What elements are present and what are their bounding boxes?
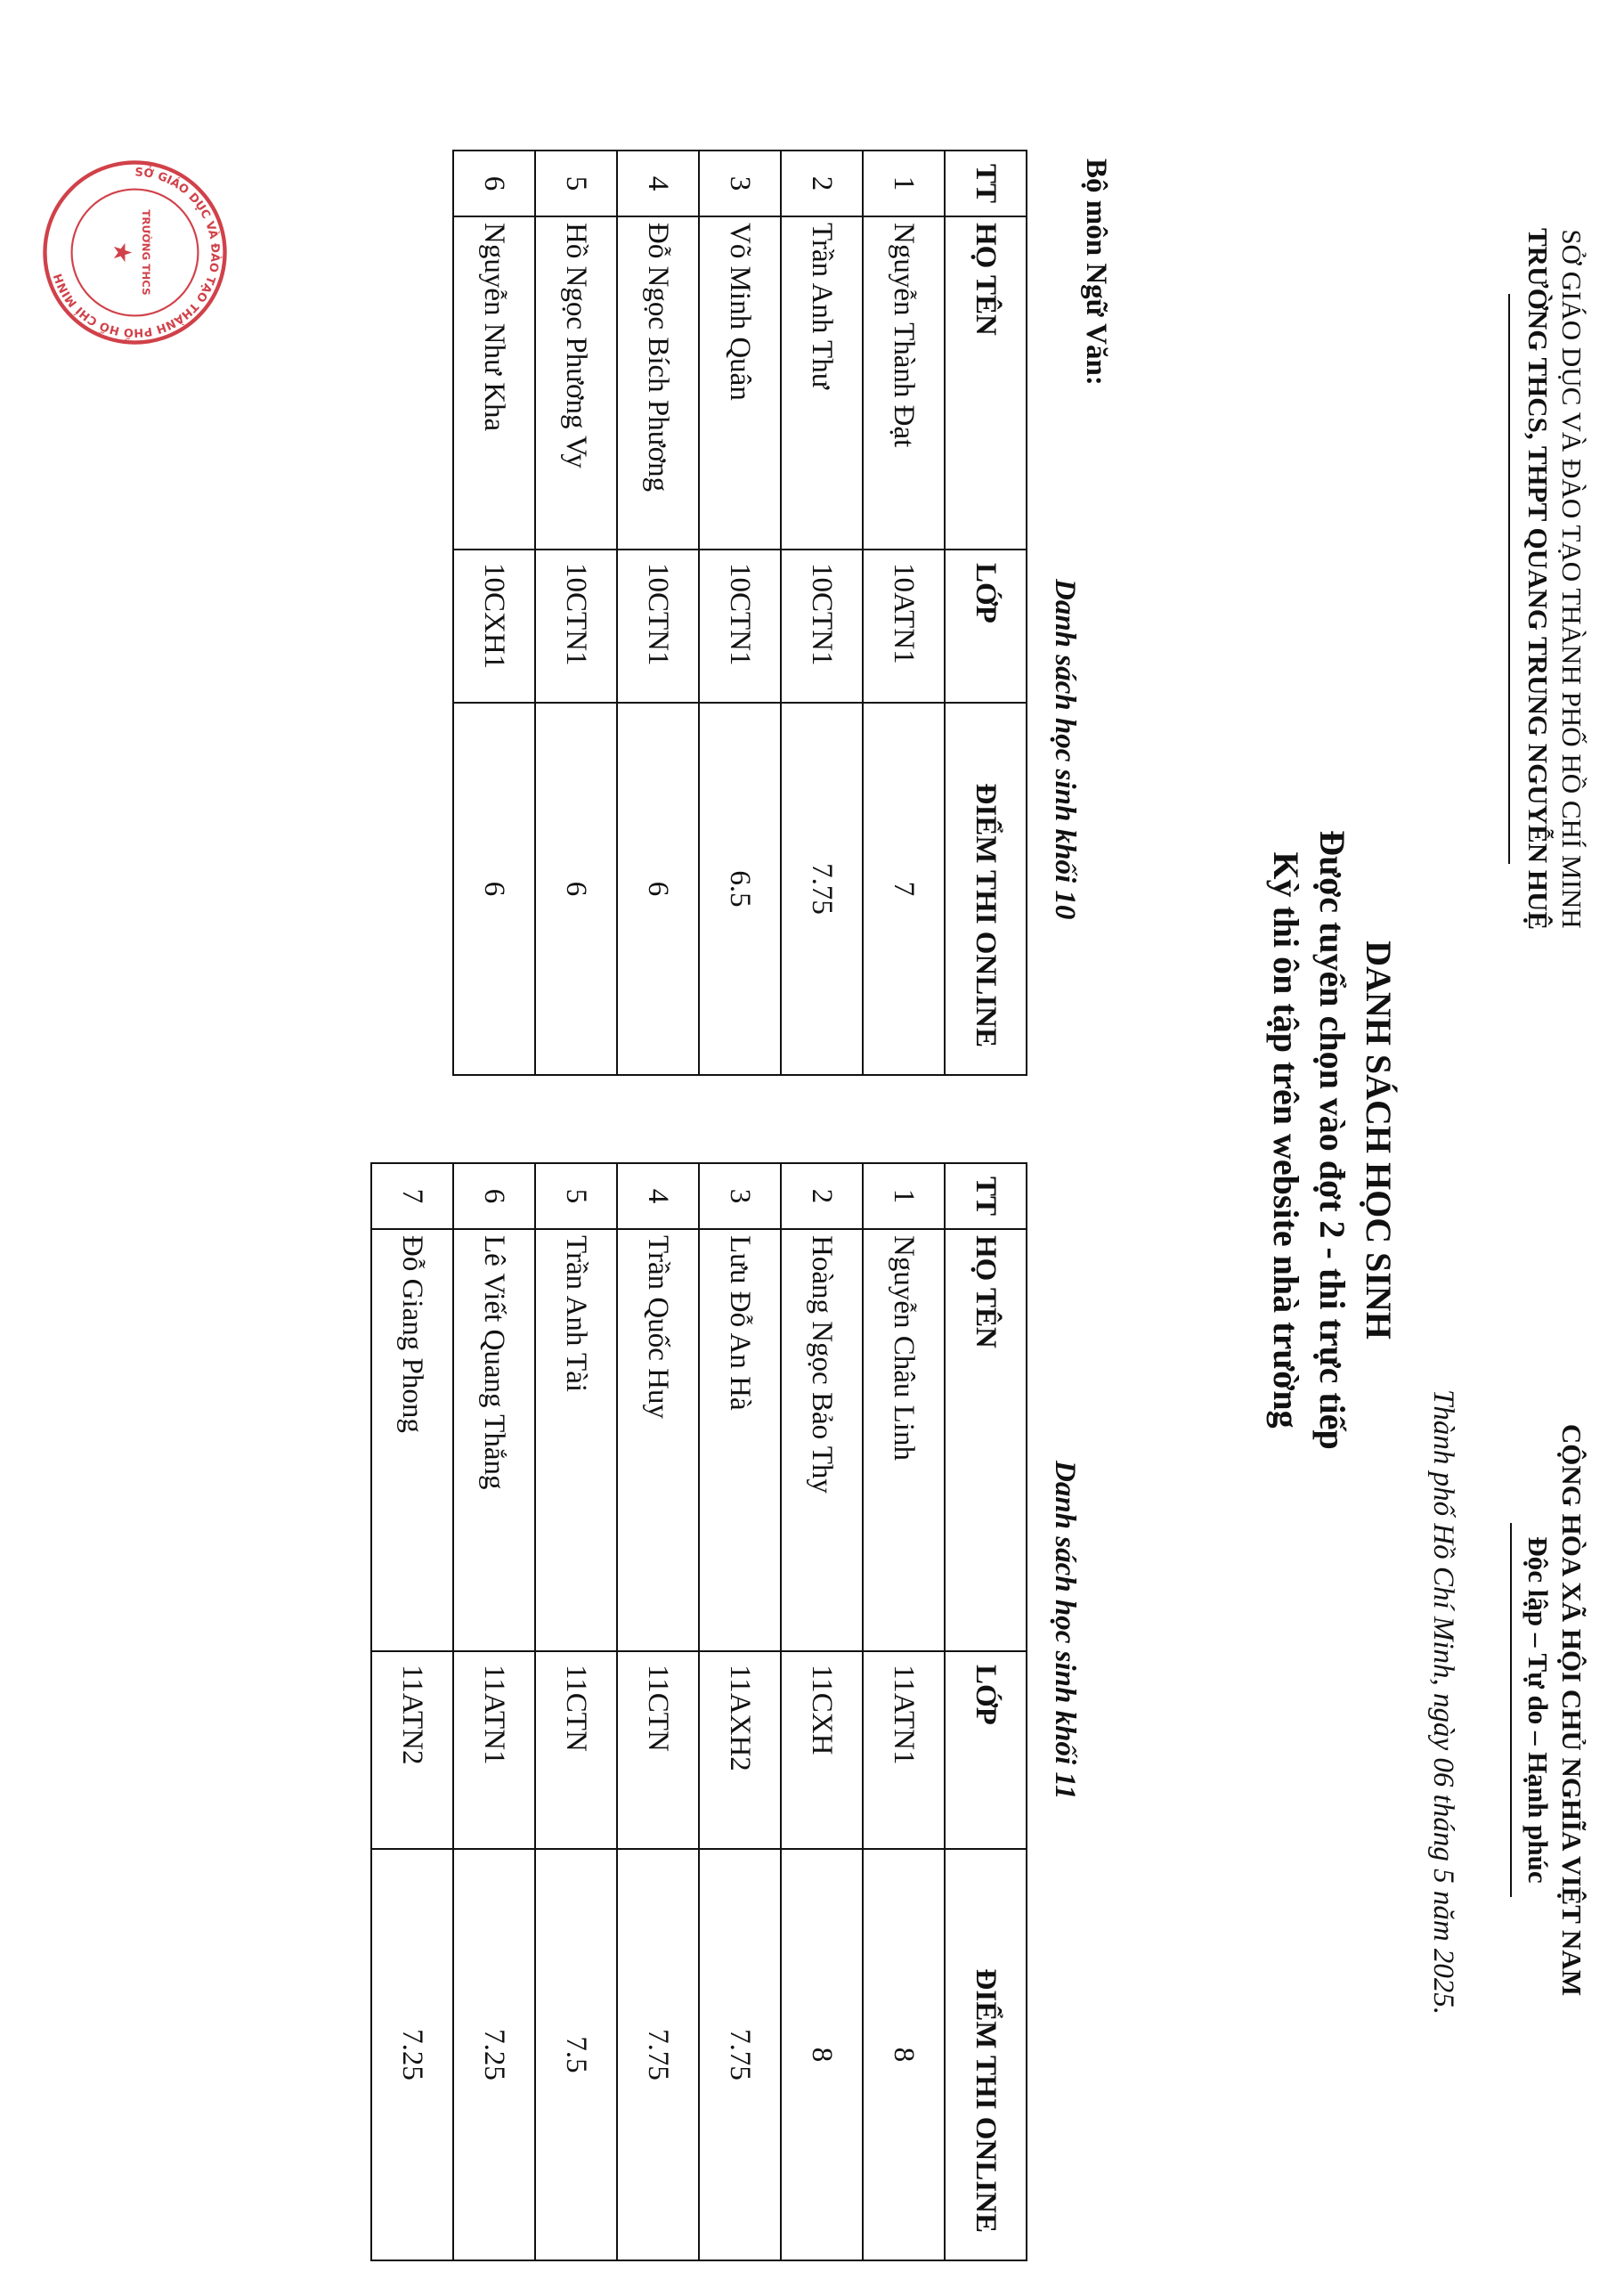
col-tt: TT bbox=[945, 1163, 1027, 1229]
cell-name: Trần Quốc Huy bbox=[617, 1229, 699, 1651]
grade11-table bbox=[370, 1162, 1027, 2261]
cell-name: Đỗ Ngọc Bích Phương bbox=[617, 216, 699, 550]
cell-score: 6 bbox=[453, 703, 535, 1075]
header-right-rule bbox=[1510, 1523, 1512, 1897]
col-tt: TT bbox=[945, 151, 1027, 216]
stamp-center-text: TRƯỜNG THCS bbox=[140, 209, 153, 296]
cell-tt: 2 bbox=[781, 151, 863, 216]
table-row bbox=[699, 1163, 781, 2260]
cell-name: Hồ Ngọc Phương Vy bbox=[535, 216, 617, 550]
table-row bbox=[535, 1163, 617, 2260]
cell-tt: 5 bbox=[535, 151, 617, 216]
cell-class: 11AXH2 bbox=[699, 1651, 781, 1849]
table-row bbox=[371, 1163, 453, 2260]
cell-score: 8 bbox=[863, 1849, 945, 2260]
stamp-graphic bbox=[45, 162, 224, 342]
cell-class: 11CTN bbox=[617, 1651, 699, 1849]
cell-tt: 3 bbox=[699, 151, 781, 216]
cell-score: 7.75 bbox=[781, 703, 863, 1075]
cell-name: Lê Viết Quang Thắng bbox=[453, 1229, 535, 1651]
national-motto: Độc lập – Tự do – Hạnh phúc bbox=[1522, 1536, 1554, 1884]
stamp-star-icon: ★ bbox=[107, 240, 137, 265]
cell-score: 7.25 bbox=[371, 1849, 453, 2260]
cell-tt: 1 bbox=[863, 151, 945, 216]
national-title: CỘNG HÒA XÃ HỘI CHỦ NGHĨA VIỆT NAM bbox=[1556, 1423, 1587, 1997]
table-row bbox=[453, 1163, 535, 2260]
cell-tt: 3 bbox=[699, 1163, 781, 1229]
table-header-row bbox=[945, 1163, 1027, 2260]
document-subtitle-1: Được tuyển chọn vào đợt 2 - thi trực tiếp bbox=[1312, 830, 1352, 1450]
cell-name: Lưu Đỗ An Hà bbox=[699, 1229, 781, 1651]
cell-tt: 2 bbox=[781, 1163, 863, 1229]
school-seal-stamp bbox=[39, 157, 231, 348]
cell-tt: 7 bbox=[371, 1163, 453, 1229]
cell-class: 11ATN2 bbox=[371, 1651, 453, 1849]
col-class: LỚP bbox=[945, 1651, 1027, 1849]
cell-score: 7.5 bbox=[535, 1849, 617, 2260]
cell-score: 6.5 bbox=[699, 703, 781, 1075]
cell-tt: 4 bbox=[617, 1163, 699, 1229]
cell-class: 10CTN1 bbox=[617, 550, 699, 703]
col-name: HỌ TÊN bbox=[945, 216, 1027, 550]
document-title-block bbox=[1263, 623, 1401, 1657]
cell-class: 11ATN1 bbox=[863, 1651, 945, 1849]
table-row bbox=[863, 151, 945, 1075]
stamp-ring-text: SỞ GIÁO DỤC VÀ ĐÀO TẠO THÀNH PHỐ HỒ CHÍ MINH bbox=[51, 166, 222, 339]
cell-name: Nguyễn Thành Đạt bbox=[863, 216, 945, 550]
cell-class: 10CXH1 bbox=[453, 550, 535, 703]
cell-name: Nguyễn Như Kha bbox=[453, 216, 535, 550]
cell-class: 11CTN bbox=[535, 1651, 617, 1849]
cell-name: Đỗ Giang Phong bbox=[371, 1229, 453, 1651]
header-right bbox=[1510, 1220, 1588, 2200]
cell-score: 7.25 bbox=[453, 1849, 535, 2260]
cell-name: Võ Minh Quân bbox=[699, 216, 781, 550]
cell-score: 6 bbox=[617, 703, 699, 1075]
header-left-rule bbox=[1508, 294, 1510, 864]
cell-score: 7.75 bbox=[617, 1849, 699, 2260]
cell-tt: 4 bbox=[617, 151, 699, 216]
cell-score: 8 bbox=[781, 1849, 863, 2260]
col-score: ĐIỂM THI ONLINE bbox=[945, 703, 1027, 1075]
cell-name: Hoàng Ngọc Bảo Thy bbox=[781, 1229, 863, 1651]
cell-class: 10CTN1 bbox=[535, 550, 617, 703]
cell-class: 11ATN1 bbox=[453, 1651, 535, 1849]
cell-class: 10CTN1 bbox=[699, 550, 781, 703]
grade10-caption: Danh sách học sinh khối 10 bbox=[1049, 579, 1081, 920]
date-line: Thành phố Hồ Chí Minh, ngày 06 tháng 5 năm 2025. bbox=[1427, 1389, 1459, 2015]
cell-class: 10CTN1 bbox=[781, 550, 863, 703]
cell-score: 7 bbox=[863, 703, 945, 1075]
cell-score: 7.75 bbox=[699, 1849, 781, 2260]
col-name: HỌ TÊN bbox=[945, 1229, 1027, 1651]
cell-tt: 1 bbox=[863, 1163, 945, 1229]
table-header-row bbox=[945, 151, 1027, 1075]
table-row bbox=[617, 151, 699, 1075]
col-score: ĐIỂM THI ONLINE bbox=[945, 1849, 1027, 2260]
school-name: TRƯỜNG THCS, THPT QUANG TRUNG NGUYỄN HUỆ bbox=[1522, 227, 1554, 931]
subject-label: Bộ môn Ngữ Văn: bbox=[1080, 159, 1112, 386]
cell-class: 10ATN1 bbox=[863, 550, 945, 703]
cell-class: 11CXH bbox=[781, 1651, 863, 1849]
table-row bbox=[863, 1163, 945, 2260]
cell-name: Trần Anh Thư bbox=[781, 216, 863, 550]
cell-name: Nguyễn Châu Linh bbox=[863, 1229, 945, 1651]
table-row bbox=[617, 1163, 699, 2260]
table-row bbox=[781, 1163, 863, 2260]
department-name: SỞ GIÁO DỤC VÀ ĐÀO TẠO THÀNH PHỐ HỒ CHÍ MINH bbox=[1556, 229, 1587, 929]
cell-name: Trần Anh Tài bbox=[535, 1229, 617, 1651]
col-class: LỚP bbox=[945, 550, 1027, 703]
table-row bbox=[699, 151, 781, 1075]
cell-score: 6 bbox=[535, 703, 617, 1075]
grade10-table bbox=[452, 150, 1027, 1076]
cell-tt: 5 bbox=[535, 1163, 617, 1229]
document-title: DANH SÁCH HỌC SINH bbox=[1359, 940, 1399, 1340]
header-left bbox=[1508, 89, 1588, 1069]
grade11-caption: Danh sách học sinh khối 11 bbox=[1049, 1461, 1081, 1800]
table-row bbox=[781, 151, 863, 1075]
table-row bbox=[535, 151, 617, 1075]
cell-tt: 6 bbox=[453, 1163, 535, 1229]
table-row bbox=[453, 151, 535, 1075]
document-subtitle-2: Kỳ thi ôn tập trên website nhà trường bbox=[1266, 851, 1306, 1429]
cell-tt: 6 bbox=[453, 151, 535, 216]
